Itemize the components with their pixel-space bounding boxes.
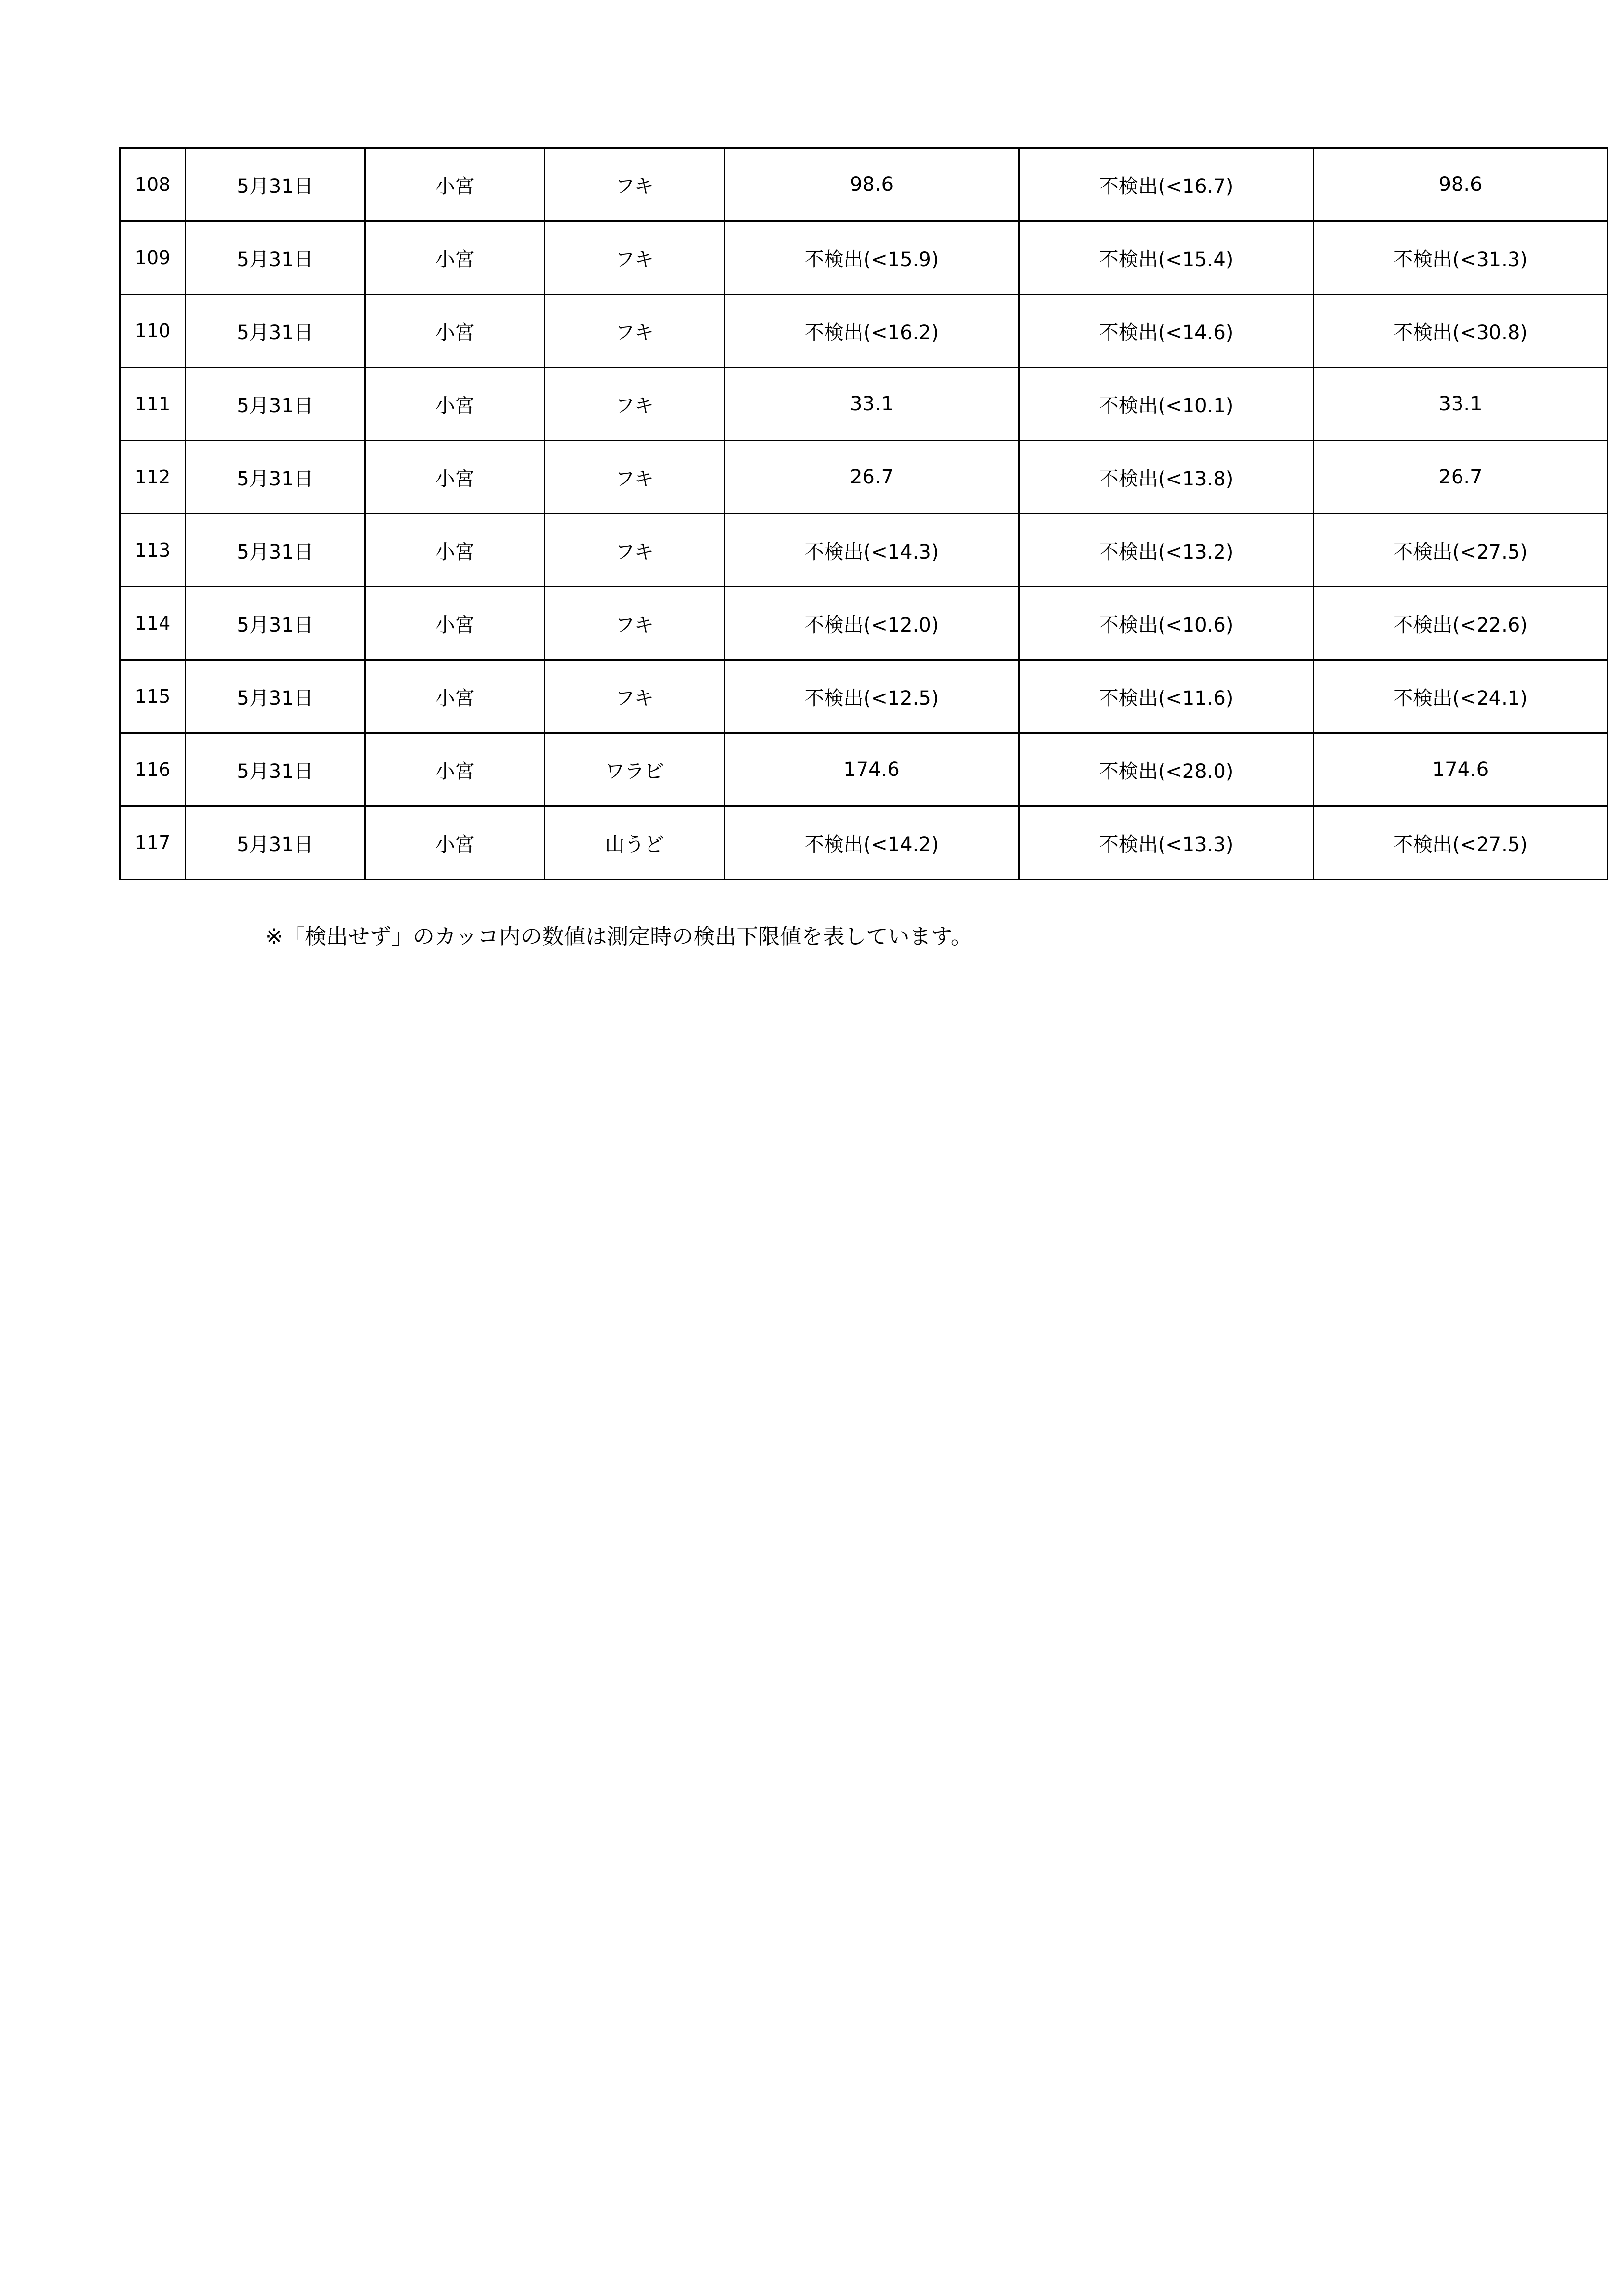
cell-number: 110 [120, 294, 186, 368]
cell-number: 111 [120, 368, 186, 441]
cell-value-1: 不検出(<16.2) [725, 294, 1019, 368]
cell-value-2: 不検出(<11.6) [1019, 660, 1314, 733]
table-row [120, 514, 1608, 587]
cell-value-total: 不検出(<27.5) [1314, 514, 1608, 587]
cell-date: 5月31日 [186, 733, 365, 806]
cell-value-1: 不検出(<12.5) [725, 660, 1019, 733]
cell-location: 小宮 [365, 514, 545, 587]
cell-number: 109 [120, 221, 186, 294]
cell-value-total: 98.6 [1314, 148, 1608, 221]
cell-location: 小宮 [365, 441, 545, 514]
cell-value-total: 不検出(<24.1) [1314, 660, 1608, 733]
cell-item: フキ [545, 587, 725, 660]
cell-date: 5月31日 [186, 806, 365, 880]
cell-value-2: 不検出(<13.3) [1019, 806, 1314, 880]
cell-value-2: 不検出(<13.8) [1019, 441, 1314, 514]
cell-location: 小宮 [365, 733, 545, 806]
table-row [120, 441, 1608, 514]
cell-date: 5月31日 [186, 587, 365, 660]
cell-item: フキ [545, 660, 725, 733]
cell-location: 小宮 [365, 368, 545, 441]
cell-item: フキ [545, 294, 725, 368]
cell-item: フキ [545, 441, 725, 514]
cell-value-2: 不検出(<16.7) [1019, 148, 1314, 221]
cell-value-total: 不検出(<31.3) [1314, 221, 1608, 294]
cell-value-1: 98.6 [725, 148, 1019, 221]
cell-item: フキ [545, 221, 725, 294]
cell-date: 5月31日 [186, 294, 365, 368]
cell-value-1: 174.6 [725, 733, 1019, 806]
cell-value-1: 不検出(<12.0) [725, 587, 1019, 660]
cell-number: 115 [120, 660, 186, 733]
cell-value-2: 不検出(<28.0) [1019, 733, 1314, 806]
cell-location: 小宮 [365, 221, 545, 294]
cell-location: 小宮 [365, 806, 545, 880]
cell-value-2: 不検出(<10.1) [1019, 368, 1314, 441]
cell-value-1: 26.7 [725, 441, 1019, 514]
cell-value-1: 不検出(<14.3) [725, 514, 1019, 587]
cell-date: 5月31日 [186, 660, 365, 733]
cell-location: 小宮 [365, 148, 545, 221]
cell-value-2: 不検出(<15.4) [1019, 221, 1314, 294]
table-row [120, 733, 1608, 806]
cell-item: 山うど [545, 806, 725, 880]
table-row [120, 221, 1608, 294]
table-row [120, 660, 1608, 733]
cell-value-total: 33.1 [1314, 368, 1608, 441]
cell-value-2: 不検出(<10.6) [1019, 587, 1314, 660]
table-row [120, 368, 1608, 441]
cell-number: 112 [120, 441, 186, 514]
cell-item: フキ [545, 368, 725, 441]
cell-value-1: 33.1 [725, 368, 1019, 441]
cell-value-total: 不検出(<22.6) [1314, 587, 1608, 660]
cell-value-1: 不検出(<15.9) [725, 221, 1019, 294]
results-table [119, 147, 1608, 880]
cell-date: 5月31日 [186, 148, 365, 221]
cell-date: 5月31日 [186, 441, 365, 514]
cell-value-total: 不検出(<30.8) [1314, 294, 1608, 368]
cell-item: ワラビ [545, 733, 725, 806]
cell-date: 5月31日 [186, 221, 365, 294]
cell-item: フキ [545, 514, 725, 587]
table-row [120, 148, 1608, 221]
cell-value-total: 不検出(<27.5) [1314, 806, 1608, 880]
cell-number: 113 [120, 514, 186, 587]
table-row [120, 806, 1608, 880]
table-body [120, 148, 1608, 880]
footnote: ※「検出せず」のカッコ内の数値は測定時の検出下限値を表しています。 [265, 924, 973, 949]
cell-item: フキ [545, 148, 725, 221]
cell-location: 小宮 [365, 587, 545, 660]
cell-date: 5月31日 [186, 368, 365, 441]
cell-number: 114 [120, 587, 186, 660]
cell-date: 5月31日 [186, 514, 365, 587]
cell-value-total: 26.7 [1314, 441, 1608, 514]
table-row [120, 587, 1608, 660]
cell-value-2: 不検出(<13.2) [1019, 514, 1314, 587]
table-row [120, 294, 1608, 368]
cell-location: 小宮 [365, 660, 545, 733]
cell-number: 117 [120, 806, 186, 880]
cell-number: 108 [120, 148, 186, 221]
cell-number: 116 [120, 733, 186, 806]
cell-value-1: 不検出(<14.2) [725, 806, 1019, 880]
cell-value-total: 174.6 [1314, 733, 1608, 806]
cell-value-2: 不検出(<14.6) [1019, 294, 1314, 368]
cell-location: 小宮 [365, 294, 545, 368]
